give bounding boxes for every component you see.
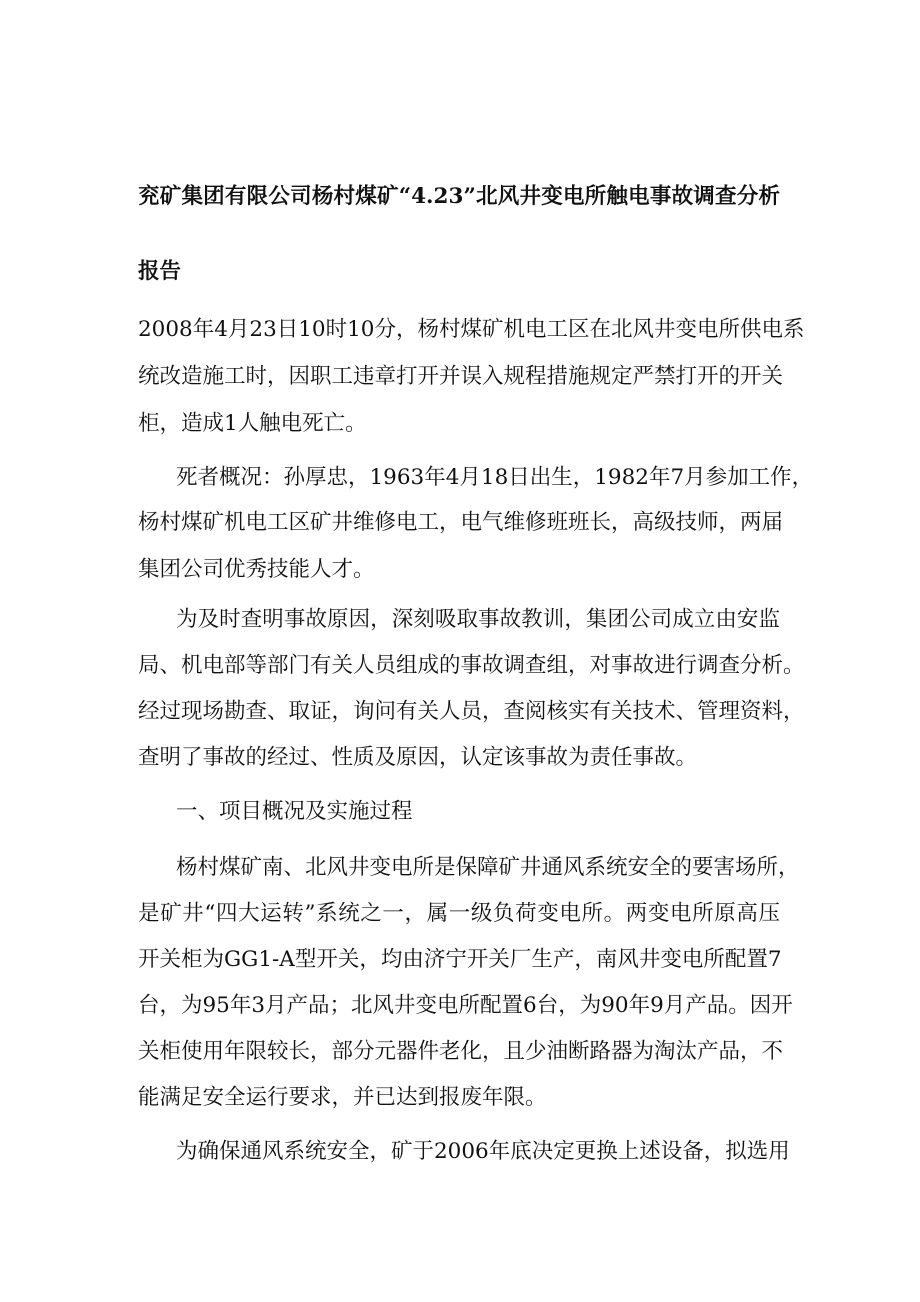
text-line: 开关柜为GG1-A型开关，均由济宁开关厂生产，南风井变电所配置7 <box>138 947 782 972</box>
text-line: 统改造施工时，因职工违章打开并误入规程措施规定严禁打开的开关 <box>138 364 784 389</box>
text-line: 杨村煤矿机电工区矿井维修电工，电气维修班班长，高级技师，两届 <box>138 510 784 535</box>
document-title-line-2: 报告 <box>138 259 182 284</box>
document-title-line-1: 兖矿集团有限公司杨村煤矿“4.23”北风井变电所触电事故调查分析 <box>138 184 780 209</box>
text-line: 一、项目概况及实施过程 <box>176 799 413 824</box>
text-line: 是矿井“四大运转”系统之一，属一级负荷变电所。两变电所原高压 <box>138 901 780 926</box>
text-line: 查明了事故的经过、性质及原因，认定该事故为责任事故。 <box>138 745 698 770</box>
text-line: 2008年4月23日10时10分，杨村煤矿机电工区在北风井变电所供电系 <box>138 317 805 342</box>
text-line: 为确保通风系统安全，矿于2006年底决定更换上述设备，拟选用 <box>176 1139 790 1164</box>
text-line: 为及时查明事故原因，深刻吸取事故教训，集团公司成立由安监 <box>176 607 780 632</box>
text-line: 杨村煤矿南、北风井变电所是保障矿井通风系统安全的要害场所， <box>176 855 800 880</box>
text-line: 台，为95年3月产品；北风井变电所配置6台，为90年9月产品。因开 <box>138 993 793 1018</box>
text-line: 关柜使用年限较长，部分元器件老化，且少油断路器为淘汰产品，不 <box>138 1039 784 1064</box>
text-line: 局、机电部等部门有关人员组成的事故调查组，对事故进行调查分析。 <box>138 653 805 678</box>
text-line: 集团公司优秀技能人才。 <box>138 557 375 582</box>
text-line: 死者概况：孙厚忠，1963年4月18日出生，1982年7月参加工作， <box>176 465 814 490</box>
text-line: 能满足安全运行要求，并已达到报废年限。 <box>138 1085 547 1110</box>
text-line: 经过现场勘查、取证，询问有关人员，查阅核实有关技术、管理资料， <box>138 699 805 724</box>
text-line: 柜，造成1人触电死亡。 <box>138 411 367 436</box>
